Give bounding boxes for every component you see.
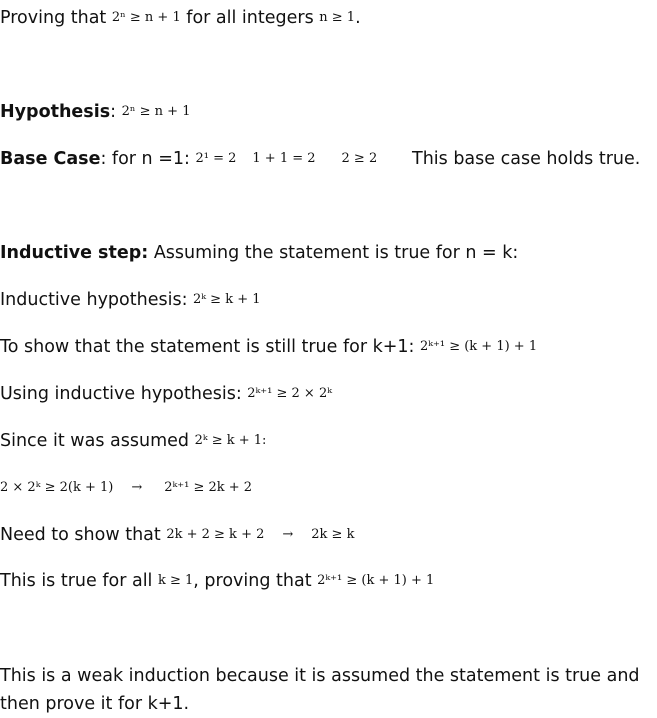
base-case-math-1: 2¹ = 2	[195, 151, 237, 166]
base-case-math-2: 1 + 1 = 2	[252, 151, 316, 166]
intro-line	[0, 6, 361, 32]
hypothesis-label: Hypothesis	[0, 102, 111, 122]
conclusion-line	[0, 569, 434, 595]
conclusion-math-2: 2ᵏ⁺¹ ≥ (k + 1) + 1	[317, 573, 435, 588]
inductive-hypothesis-math: 2ᵏ ≥ k + 1	[193, 292, 261, 307]
since-math: 2ᵏ ≥ k + 1:	[194, 433, 267, 448]
conclusion-math-1: k ≥ 1	[157, 573, 194, 588]
using-text: Using inductive hypothesis:	[0, 384, 248, 404]
intro-mid-text: for all integers	[180, 8, 320, 28]
inductive-hypothesis-text: Inductive hypothesis:	[0, 290, 194, 310]
derivation-math-2: 2ᵏ⁺¹ ≥ 2k + 2	[164, 480, 253, 495]
intro-math-domain: n ≥ 1	[319, 10, 356, 25]
need-math-2: 2k ≥ k	[311, 527, 355, 542]
base-case-text: : for n =1:	[100, 149, 196, 169]
need-math-1: 2k + 2 ≥ k + 2	[166, 527, 265, 542]
inductive-hypothesis-line	[0, 288, 261, 314]
to-show-line	[0, 335, 537, 361]
hypothesis-colon: :	[110, 102, 122, 122]
since-line	[0, 429, 266, 455]
intro-math-inequality: 2ⁿ ≥ n + 1	[111, 10, 181, 25]
since-text: Since it was assumed	[0, 431, 195, 451]
base-case-label: Base Case	[0, 149, 101, 169]
to-show-text: To show that the statement is still true for k+1:	[0, 337, 420, 357]
intro-text: Proving that	[0, 8, 112, 28]
need-arrow: →	[282, 527, 294, 542]
derivation-arrow: →	[131, 480, 143, 495]
using-math: 2ᵏ⁺¹ ≥ 2 × 2ᵏ	[247, 386, 332, 401]
base-case-conclusion: This base case holds true.	[412, 149, 641, 169]
to-show-math: 2ᵏ⁺¹ ≥ (k + 1) + 1	[419, 339, 538, 354]
derivation-math-1: 2 × 2ᵏ ≥ 2(k + 1)	[0, 480, 114, 495]
using-line	[0, 382, 332, 408]
inductive-step-text: Assuming the statement is true for n = k:	[148, 243, 519, 263]
inductive-step-label: Inductive step:	[0, 243, 149, 263]
need-line	[0, 523, 354, 549]
base-case-line	[0, 147, 657, 173]
intro-end: .	[355, 8, 361, 28]
derivation-line	[0, 476, 252, 502]
hypothesis-math: 2ⁿ ≥ n + 1	[121, 104, 191, 119]
base-case-math-3: 2 ≥ 2	[341, 151, 378, 166]
hypothesis-line	[0, 100, 190, 126]
conclusion-text-2: , proving that	[193, 571, 318, 591]
inductive-step-line	[0, 241, 518, 265]
final-paragraph: This is a weak induction because it is assumed the statement is true and then prove it for k+1.	[0, 666, 640, 714]
conclusion-text-1: This is true for all	[0, 571, 158, 591]
need-text: Need to show that	[0, 525, 167, 545]
